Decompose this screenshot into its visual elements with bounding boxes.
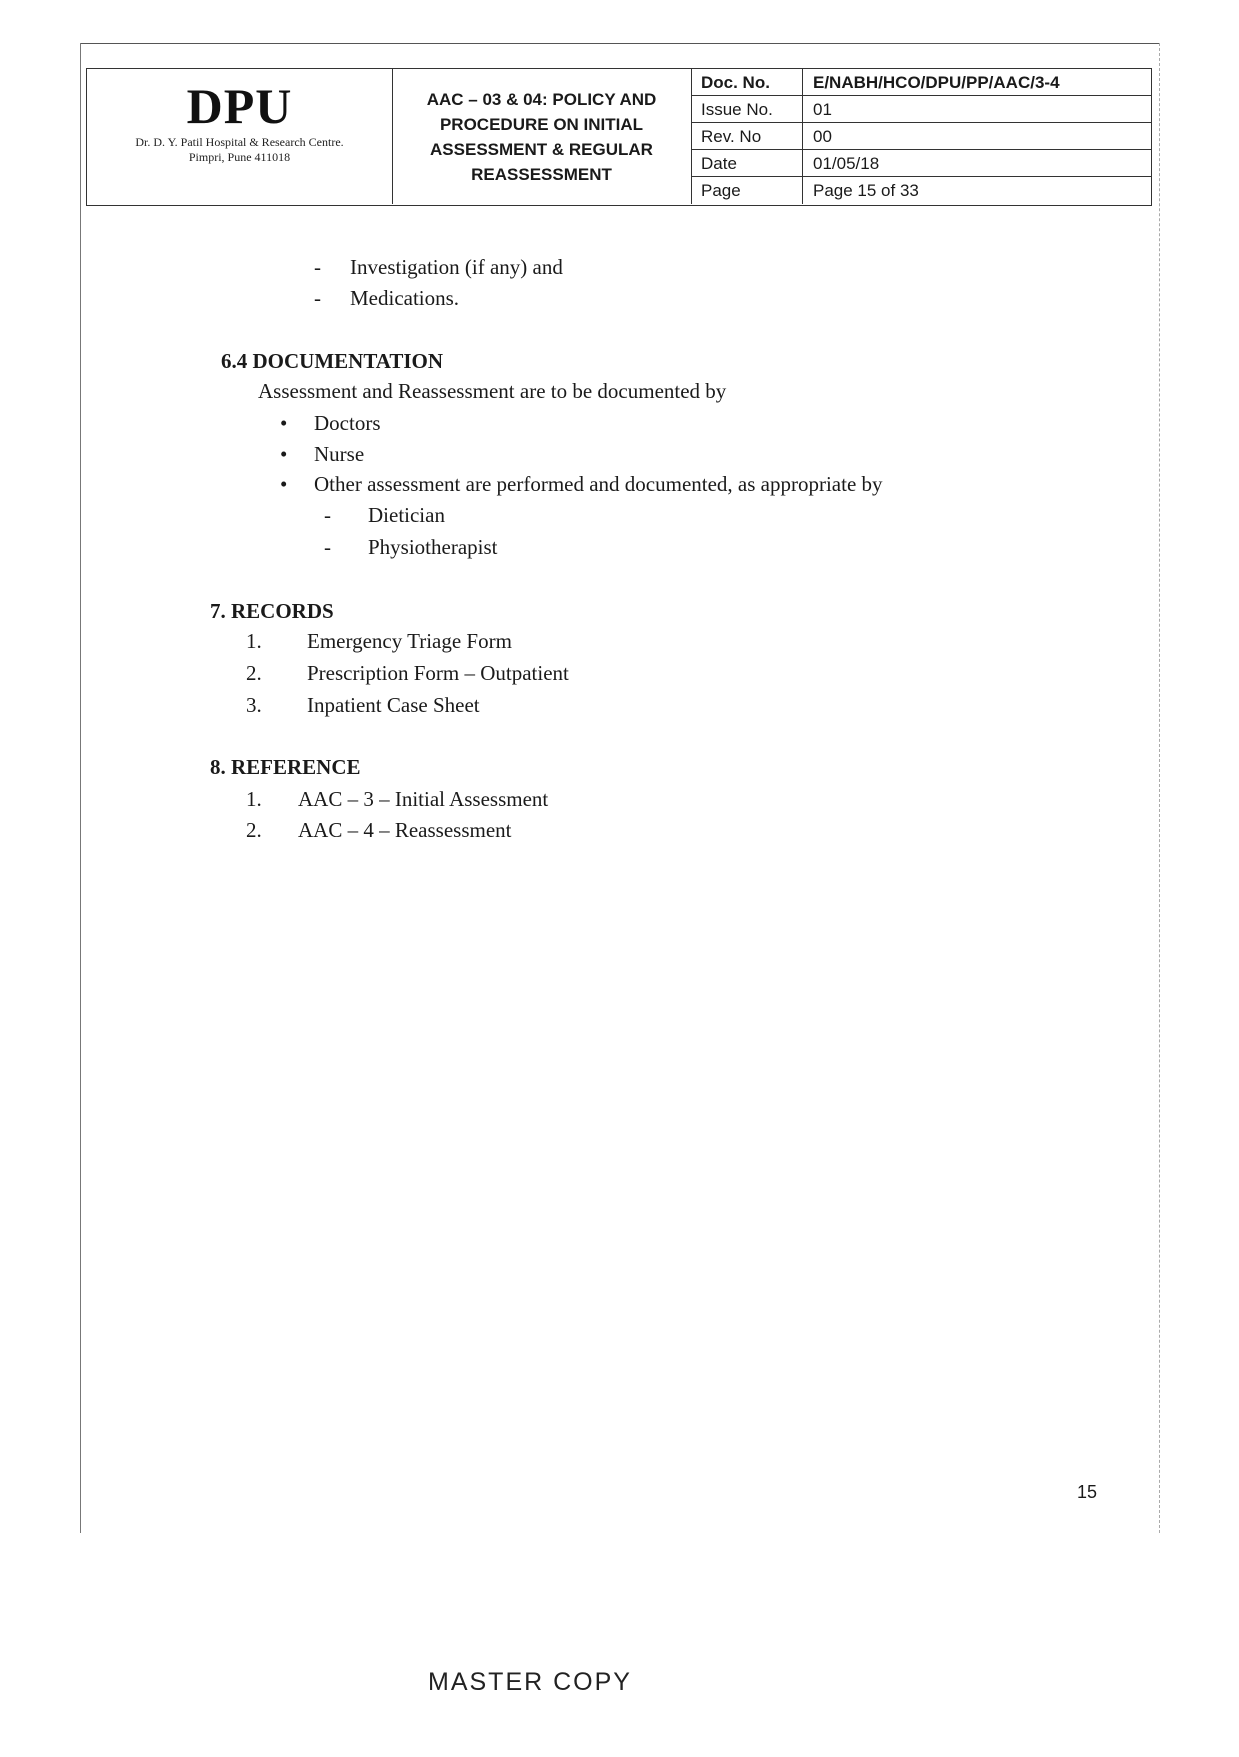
meta-label: Rev. No (691, 123, 803, 149)
list-number: 3. (246, 693, 262, 717)
bullet-marker: • (280, 472, 288, 496)
list-item: Investigation (if any) and (350, 255, 563, 279)
frame-left-border (80, 43, 81, 1533)
org-name: Dr. D. Y. Patil Hospital & Research Centre. (135, 135, 344, 149)
bullet-marker: • (280, 411, 288, 435)
page-frame (80, 43, 1160, 1533)
list-item: Medications. (350, 286, 460, 310)
meta-row-doc-no (691, 69, 1151, 96)
meta-row-page (691, 177, 1151, 204)
dpu-logo: DPU (186, 78, 293, 134)
dash-marker: - (324, 535, 331, 559)
list-number: 1. (246, 629, 262, 653)
meta-value: 01 (813, 100, 832, 119)
section-heading-documentation: 6.4 DOCUMENTATION (221, 349, 444, 373)
meta-value: 01/05/18 (813, 154, 880, 173)
meta-value: 00 (813, 127, 832, 146)
meta-label: Date (691, 150, 803, 176)
list-item: Prescription Form – Outpatient (307, 661, 569, 685)
meta-label: Page (691, 177, 803, 204)
section-heading-records: 7. RECORDS (210, 599, 334, 623)
frame-top-border (80, 43, 1160, 44)
dash-marker: - (314, 286, 321, 310)
meta-value: E/NABH/HCO/DPU/PP/AAC/3-4 (813, 73, 1060, 92)
logo-block (87, 69, 393, 204)
org-address: Pimpri, Pune 411018 (188, 150, 291, 164)
paragraph: Assessment and Reassessment are to be documented by (258, 379, 727, 403)
list-item: AAC – 3 – Initial Assessment (298, 787, 549, 811)
policy-title-cell (392, 69, 692, 204)
list-item: AAC – 4 – Reassessment (298, 818, 512, 842)
meta-label: Issue No. (691, 96, 803, 122)
meta-table (691, 69, 1151, 204)
dash-marker: - (324, 503, 331, 527)
dash-marker: - (314, 255, 321, 279)
meta-label: Doc. No. (691, 69, 803, 95)
bullet-marker: • (280, 442, 288, 466)
meta-row-issue-no (691, 96, 1151, 123)
list-item: Emergency Triage Form (307, 629, 512, 653)
list-number: 1. (246, 787, 262, 811)
master-copy-stamp: MASTER COPY (428, 1668, 632, 1696)
list-item: Nurse (314, 442, 365, 466)
list-number: 2. (246, 661, 262, 685)
meta-row-date (691, 150, 1151, 177)
page-number: 15 (1077, 1482, 1098, 1502)
list-item: Physiotherapist (368, 535, 498, 559)
list-item: Other assessment are performed and documented, as appropriate by (314, 472, 883, 496)
list-item: Doctors (314, 411, 381, 435)
policy-title: AAC – 03 & 04: POLICY AND PROCEDURE ON INITIAL ASSESSMENT & REGULAR REASSESSMENT (426, 89, 657, 184)
list-number: 2. (246, 818, 262, 842)
meta-row-rev-no (691, 123, 1151, 150)
section-heading-reference: 8. REFERENCE (210, 755, 361, 779)
list-item: Inpatient Case Sheet (307, 693, 480, 717)
frame-right-border (1159, 43, 1160, 1533)
document-header (86, 68, 1152, 206)
list-item: Dietician (368, 503, 445, 527)
meta-value: Page 15 of 33 (813, 181, 919, 200)
